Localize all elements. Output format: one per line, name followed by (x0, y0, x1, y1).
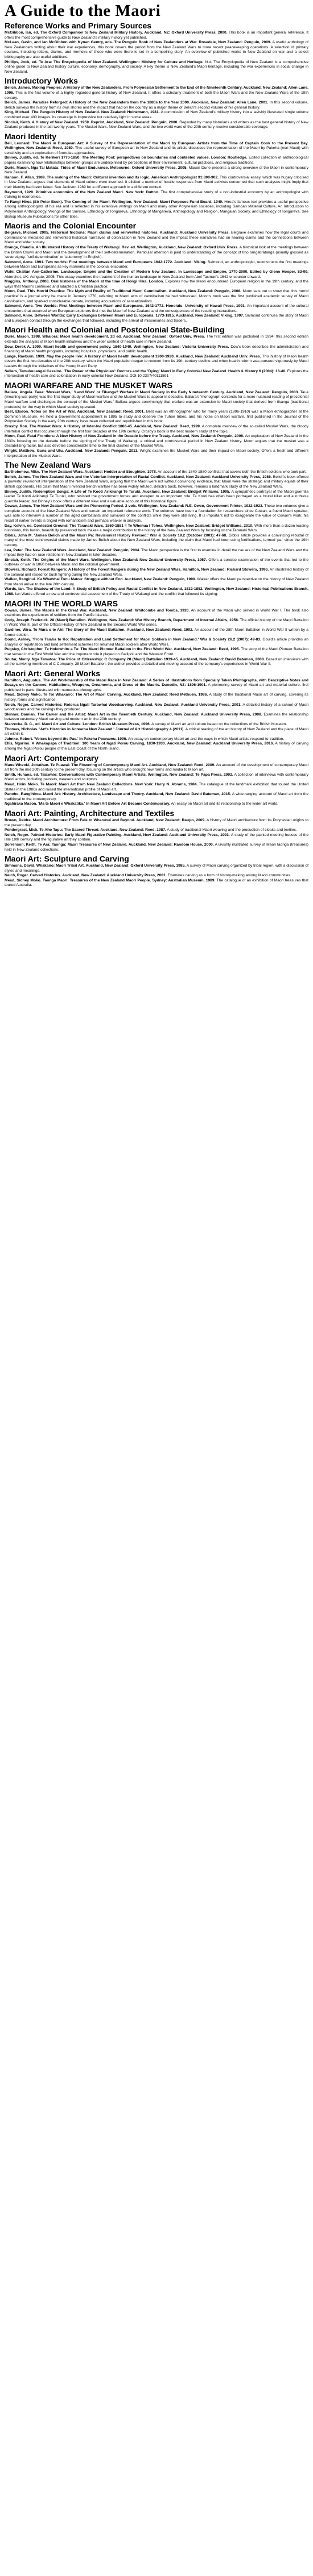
entry-citation: King, Michael. The Penguin History of New Zealand. New Zealand: Heinemann, 1981. (5, 110, 160, 115)
entry-annotation: A pioneering survey of Maori art and material culture, first published in parts, illustrated with numerous photographs. (5, 683, 308, 692)
bibliography-entry (5, 200, 308, 219)
document-title: A Guide to the Maori (5, 2, 161, 20)
entry-annotation: The Maori perspective is the first to examine in detail the causes of the New Zealand Wars and the impact they had on race relations in New Zealand in later decades. (5, 548, 308, 557)
entry-annotation: The official history of the Maori Battalion in World War II, part of the Official History of New Zealand in the Second World War series. (5, 618, 308, 627)
entry-citation: Sellers, Temuleulangai Cassino. 'The Power of the Physician': Doctors and the 'Dying' Maori in Early Colonial New Zealand. Health & History 6 (2004): 13-40. (5, 369, 286, 373)
bibliography-entry (5, 818, 308, 828)
entry-citation: Walker, Ranginui. Ka Whawhai Tonu Matou: Struggle without End. Auckland, New Zealand: Penguin, 1990. (5, 577, 196, 582)
entry-citation: Sinclair, Keith. A History of New Zealand. 1959. Reprint, Auckland, New Zealand: Penguin, 2000. (5, 120, 179, 124)
entry-citation: Gardiner, Wira. Te Mura o te Ahi: The Story of the Maori Battalion. Auckland, New Zealand: Reed, 1992. (5, 627, 193, 632)
bibliography-entry (5, 40, 308, 60)
entry-annotation: A history of carving among the Ngati Porou people of the East Coast of the North Island. (5, 742, 308, 751)
bibliography-entry (5, 245, 308, 260)
entry-annotation: A study of traditional Maori weaving and the production of cloaks and textiles. (167, 828, 297, 833)
entry-citation: Belich, James. Making Peoples: A History of the New Zealanders, From Polynesian Settlement to the End of the Nineteenth Century. Auckland, New Zealand: Allen Lane, 1996. (5, 86, 308, 95)
entry-citation: Mead, Sidney Moko. Te Toi Whakairo: The Art of Maori Carving. Auckland, New Zealand: Reed Methuen, 1986. (5, 693, 208, 697)
entry-annotation: An essay on contemporary Maori art and the ways in which Maori artists respond to tradition. (127, 736, 285, 741)
bibliography-section (5, 854, 308, 888)
bibliography-entry (5, 548, 308, 558)
bibliography-entry (5, 60, 308, 75)
entry-citation: Ballara, Angela. Taua: 'Musket Wars,' 'Land Wars' or Tikanga? Warfare in Maori Society in the Early Nineteenth Century. Auckland, New Zealand: Penguin, 2003. (5, 390, 299, 394)
bibliography-entry (5, 763, 308, 773)
entry-citation: Neich, Roger. Carved Histories: Rotorua Ngati Tarawhai Woodcarving. Auckland, New Zealand: Auckland University Press, 2001. (5, 702, 242, 707)
entry-annotation: N.d. The Encyclopedia of New Zealand is a comprehensive online guide to New Zealand history culture, economy, demography, and society. A key theme is New Zealand's Maori heritage, including the war experiences in social change in New Zealand. (5, 60, 308, 74)
entry-citation: Dow, Derek A. 1999. Maori health and government policy, 1840-1940. Wellington, New Zealand: Victoria University Press. (5, 344, 229, 349)
entry-annotation: A useful anthology of New Zealanders writing about their war experiences, this book covers the period from the New Zealand Wars to more recent peacekeeping operations. A selection of primary sources, including letters, diaries, and memoirs of those who were there is set in a compelling story. An overview of published works in New Zealand on war and a select bibliography are also useful additions. (5, 40, 308, 59)
entry-citation: Starzecka, D. C., ed. Maori Art and Culture. London: British Museum Press, 1996. (5, 722, 151, 727)
entry-annotation: Aldershot, UK: Ashgate, 2005. This essay examines the treatment of the human landscape in New Zealand from Abel Tasman's 1642 encounter onward. (5, 274, 261, 279)
bibliography-section (5, 460, 308, 597)
bibliography-entry (5, 534, 308, 548)
bibliography-entry (5, 879, 308, 888)
entry-citation: Binney, Judith. Redemption Songs: A Life of Te Kooti Arikirangi Te Turuki. Auckland, New Zealand: Bridget Williams, 1995. (5, 489, 230, 494)
bibliography-entry (5, 679, 308, 693)
entry-annotation: Belgrave examines how the legal courts and commissions mediated and reinvented historical narratives of colonization in New Zealand and the impact these narratives had on healing claims and the connections between Maori and wider society. (5, 231, 309, 245)
bibliography-section (5, 325, 308, 378)
entry-annotation: Best was an ethnographer who for many years (1896-1910) was a Maori ethnographer at the Dominion Museum. He held a Government appointment in 1895 to study and observe the Tuhoe tribes, and his notes on Maori warfare, first published in the Journal of the Polynesian Society in the early 20th century, have been collected and republished in this book. (5, 410, 309, 424)
entry-annotation: Belich's book offered a powerful revisionist interpretation of the New Zealand Wars, arguing that the Maori were not without convincing evidence, that Maori were the strategic and military equals of their British opponents. His claim that Maori invented trench warfare has been widely refuted. Belich's book, however, remains a landmark study of the New Zealand Wars. (5, 475, 308, 489)
entry-annotation: Moon sets out to show that 'this horrid practice' is a journal entry he made in January 1770, referring to Maori acts of cannibalism he had witnessed. Moon's book was the first published academic survey of Maori cannibalism, and sparked considerable debate, including accusations of sensationalism. (5, 289, 309, 303)
entry-annotation: These two volumes give a complete account of the New Zealand Wars and remain an important reference work. The volumes have been a foundation for researchers since Cowan, a fluent Maori speaker, was able to interview a number of the aged combatants and survivors of the conflicts while they were still living. It is important not to exaggerate the value of Cowan's work; his recall of earlier events is tinged with romanticism and perhaps weaker in analysis. (5, 504, 308, 523)
bibliography-entry (5, 289, 308, 304)
entry-annotation: An essay on Maori art and its relationship to the wider art world. (171, 802, 278, 806)
bibliography-entry (5, 703, 308, 713)
entry-citation: Bartholomew, Mike. The New Zealand Wars. Auckland: Hodder and Stoughton, 1978. (5, 470, 157, 475)
entry-citation: Durie, Mason. 1998. Whaiora: Maori health development. 2d ed. Auckland, New Zealand: Oxford Univ. Press. (5, 335, 205, 339)
entry-citation: Phillips, Jock, ed. Te Ara: The Encyclopedia of New Zealand. Wellington: Ministry for Culture and Heritage. (5, 60, 204, 64)
entry-annotation: Explores how the Maori encountered European religion in the 19th century, and the ways that Maori's continued and adapted a Christian practice. (5, 280, 308, 289)
bibliography-entry (5, 434, 308, 449)
bibliography-entry (5, 693, 308, 702)
entry-citation: Stowers, Richard. Forest Rangers: A History of the Forest Rangers during the New Zealand Wars. Hamilton, New Zealand: Richard Stowers, 1996. (5, 568, 269, 572)
entry-citation: Cowan, James. The New Zealand Wars and the Pioneering Period. 2 vols. Wellington, New Zealand: R.E. Owen, Government Printer, 1922-1923. (5, 504, 263, 509)
entry-citation: Belich, James. The New Zealand Wars and the Victorian Interpretation of Racial Conflict. Auckland, New Zealand: Auckland University Press, 1986. (5, 475, 272, 479)
bibliography-section (5, 599, 308, 667)
bibliography-entry (5, 410, 308, 425)
entry-citation: Mead, Hirini Moko. Te Maori: Maori Art from New Zealand Collections. New York: Harry N. Abrams, 1984. (5, 782, 198, 786)
entry-annotation: Hiroa's famous text provides a useful perspective among anthropologists of his era and is reflected in his extensive writings on Maori and many other Polynesian societies, including Samoan Material Culture, An Introduction to Polynesian Anthropology, Vikings of the Sunrise, Ethnology of Tongareva, Ethnology of Mangareva, Anthropology and Religion, Mangaian Society, and Ethnology of Tongareva. See Bishop Museum Publications for other titles. (5, 199, 308, 219)
bibliography-entry (5, 802, 308, 807)
entry-citation: Mead, Sidney Moko. Taonga Maori: Treasures of the New Zealand Maori People. Sydney: Australian Museum, 1989. (5, 878, 216, 883)
bibliography-entry (5, 524, 308, 534)
bibliography-entry (5, 314, 308, 323)
bibliography-entry (5, 587, 308, 597)
entry-annotation: The catalogue of the landmark exhibition that toured the United States in the 1980s and raised the international profile of Maori art. (5, 782, 308, 792)
entry-annotation: The catalogue of an exhibition of Maori treasures that toured Australia. (5, 878, 308, 888)
entry-annotation: Salmond continues the story of Maori and European contact through the exchanges that followed, including the arrival of missionaries and traders. (5, 314, 308, 323)
bibliography-entry (5, 737, 308, 742)
entry-annotation: Based on interviews with all the surviving members of C Company, 28 Maori Battalion, the author provides a detailed and moving account of the company's experiences in World War II. (5, 657, 308, 667)
bibliography-section (5, 21, 308, 74)
section-heading: Maoris and the Colonial Encounter (5, 221, 137, 231)
section-heading: Maori Art: Sculpture and Carving (5, 854, 129, 864)
entry-citation: Wards, Ian. The Shadow of the Land: A Study of British Policy and Racial Conflict in New Zealand, 1832-1852. Wellington, New Zealand: Historical Publications Branch, 1968. (5, 587, 308, 596)
entry-citation: Salmond, Anne. 1991. Two worlds: First meetings between Maori and Europeans 1642-1772. Auckland: Viking. (5, 260, 207, 264)
entry-annotation: A survey of Maori art and culture based on the collections of the British Museum. (151, 722, 287, 727)
bibliography-entry (5, 773, 308, 783)
entry-annotation: Walker offers the Maori perspective on the history of New Zealand from Maori arrival to the late 20th century. (5, 577, 309, 586)
entry-annotation: With more than a dozen leading historians, this lavish, beautifully presented book makes a major contribution to the history of the New Zealand Wars by focusing on the Taranaki Wars. (5, 523, 308, 533)
bibliography-entry (5, 470, 308, 475)
entry-annotation: Gibb's article provides a convincing rebuttal of many of the most controversial claims made by James Belich about the New Zealand Wars, including the claim that Maori had been using fortifications, termed 'pa,' since the 19th century. (5, 533, 309, 548)
entry-annotation: An illustrated history of the colonial unit raised for bush fighting during the New Zealand Wars. (5, 568, 308, 577)
entry-annotation: Examines the relationship between customary Maori carving and modern art in the 20th century. (5, 712, 308, 722)
entry-annotation: Offers a concise examination of the events that led to the outbreak of war in 1860 between Maori and the colonial government. (5, 557, 308, 567)
section-heading: Reference Works and Primary Sources (5, 21, 152, 30)
bibliography-entry (5, 355, 308, 369)
bibliography-entry (5, 86, 308, 101)
bibliography-entry (5, 490, 308, 505)
entry-citation: Binney, Judith, ed. Te Kerikeri 1770-1850: The Meeting Pool: perspectives on boundaries and contested values. London: Routledge. (5, 156, 248, 160)
section-heading: Maori Identity (5, 131, 57, 141)
entry-annotation: A critical reading of the art history of New Zealand and the place of Maori art within it. (5, 727, 308, 736)
entry-citation: Panoho, Rangihiroa. Maori Art: History, Architecture, Landscape and Theory. Auckland, New Zealand: David Bateman, 2015. (5, 792, 231, 797)
entry-annotation: This is the first volume of a highly regarded general history of New Zealand. It offers a scholarly treatment of both the Maori Wars and the New Zealand Wars of the 19th century. (5, 90, 308, 100)
entry-citation: Cowan, James. The Maoris in the Great War. Auckland, New Zealand: Whitcombe and Tombs, 1926. (5, 608, 190, 613)
bibliography-entry (5, 110, 308, 120)
entry-annotation: A historical look at the meetings between the British Crown and Maori and the development of their self-determination. Particular attention is paid to understanding of the concept of tino rangatiratanga (usually glossed as 'sovereignty,' 'self-determination' or 'autonomy' in English). (5, 245, 309, 260)
entry-citation: Salmond, Anne. Two Worlds: First Meetings between Maori and Europeans, 1642-1772. Honolulu: University of Hawaii Press, 1991. (5, 304, 246, 309)
entry-citation: Day, Kelvin, ed. Contested Ground: The Taranaki Wars, 1860-1881 = Te Whenua I Tohea. Wellington, New Zealand: Bridget Williams, 2010. (5, 523, 253, 528)
entry-citation: McGibbon, Ian, ed. The Oxford Companion to New Zealand Military History. Auckland, NZ: Oxford University Press, 2000. (5, 31, 228, 35)
entry-annotation: A lavishly illustrated survey of Maori taonga (treasures) held in New Zealand collections. (5, 842, 308, 852)
entry-annotation: An important account of the cultural encounters that occurred when European explorers first met the Maori of New Zealand and the consequences of the resulting interactions. (5, 304, 309, 313)
entry-annotation: A study of the painted meeting houses of the late 19th century and the figurative art they contain. (5, 833, 308, 842)
bibliography-section (5, 809, 308, 852)
section-heading: Maori Health and Colonial and Postcolonial State-Building (5, 325, 225, 335)
entry-annotation: A detailed history of a school of Maori woodcarvers and the carvings they produced. (5, 702, 309, 712)
bibliography-page (0, 0, 313, 892)
entry-annotation: This history of Maori health covers the first two decades of the 20th century, when the Maori population began to recover from its 19th-century decline and when health reform was pursued vigorously by Maori leaders through the initiatives of the Young Maori Party. (5, 354, 308, 369)
bibliography-entry (5, 335, 308, 344)
bibliography-entry (5, 558, 308, 568)
entry-citation: Neich, Roger. Carved Histories. Auckland, New Zealand: Auckland University Press, 2001. (5, 873, 167, 878)
entry-citation: McLean, Gavin, and Ian McGibbon with Kynan Gentry, eds. The Penguin Book of New Zealanders at War. Rosedale, New Zealand: Penguin, 2009. (5, 40, 271, 45)
section-heading: The New Zealand Wars (5, 460, 91, 470)
bibliography-entry (5, 345, 308, 355)
entry-annotation: Ian Wards offered a new and controversial assessment of the Treaty of Waitangi and the conflict that followed its signing. (15, 592, 219, 596)
entry-annotation: A commission of New Zealand's military history into a lavishly illustrated single volume combined over 400 images, its coverage is impressive but relatively light in some areas. (5, 110, 308, 119)
entry-annotation: An account of the 28th Maori Battalion in World War II written by a former soldier. (5, 627, 308, 637)
bibliography-entry (5, 657, 308, 667)
entry-citation: Hanson, F. Allan. 1989. The making of the Maori: Cultural invention and its logic. American Anthropologist 91:890-902. (5, 175, 219, 180)
entry-citation: Muggins, Anthony. 2008. Oral histories of the Maori at the time of Hongi Hika. London. (5, 280, 164, 284)
entry-citation: Salmond, Anne. Between Worlds: Early Exchanges between Maori and Europeans, 1773-1815. Auckland, New Zealand: Viking, 1997. (5, 314, 244, 318)
entry-annotation: A sympathetic portrayal of the Maori guerrilla leader Te Kooti Arikirangi Te Turuki, who resisted the government forces and escaped to an important role. Te Kooti has often been portrayed as a brutal killer and a ruthless guerrilla leader, but Binney's book offers a different view and a valuable account of this historical figure. (5, 489, 309, 503)
entry-annotation: Gould's article provides an analysis of repatriation and land settlement schemes for returned Maori soldiers after World War I. (5, 638, 308, 647)
entry-citation: Sinclair, Keith. The Origins of the Maori Wars. Wellington, New Zealand: New Zealand University Press, 1957. (5, 557, 207, 562)
bibliography-entry (5, 742, 308, 751)
entry-annotation: A survey of Maori carving organized by tribal region, with a discussion of styles and meanings. (5, 864, 308, 873)
entry-citation: Moon, Paul. This Horrid Practice: The Myth and Reality of Traditional Maori Cannibalism. Auckland, New Zealand: Penguin, 2008. (5, 289, 242, 294)
bibliography-entry (5, 156, 308, 165)
bibliography-section (5, 132, 308, 220)
entry-citation: Te Rangi Hiroa (Sir Peter Buck). The Coming of the Maori. Wellington, New Zealand: Maori Purposes Fund Board, 1949. (5, 199, 224, 204)
entry-citation: Jahnke, Robert. 'Voices beyond the Pae.' In Pakeha Pounamu, 1996. (5, 736, 127, 741)
entry-citation: Orange, Claudia. An Illustrated History of the Treaty of Waitangi. Rev. ed. Wellington, Auckland, New Zealand: Oxford Univ. Press. (5, 245, 239, 249)
bibliography-section (5, 669, 308, 752)
entry-annotation: The story of the Maori Pioneer Battalion that served in the First World War and the important role it played on Gallipoli and the Western Front. (5, 647, 308, 656)
entry-citation: Moon, Paul. Fatal Frontiers: A New History of New Zealand in the Decade before the Treaty. Auckland, New Zealand: Penguin, 2006. (5, 434, 244, 439)
section-heading: Maori Art: Contemporary (5, 753, 99, 763)
bibliography-entry (5, 369, 308, 379)
bibliography-entry (5, 864, 308, 873)
bibliography-entry (5, 628, 308, 638)
entry-citation: Best, Elsdon. Notes on the Art of War. Auckland, New Zealand: Reed, 2001. (5, 410, 145, 414)
entry-citation: Gould, Ashley. 'From Taiaha to Ko: Repatriation and Land Settlement for Maori Soldiers in New Zealand.' War & Society 26.2 (2007): 49-83. (5, 638, 261, 642)
bibliography-entry (5, 618, 308, 628)
bibliography-entry (5, 638, 308, 647)
bibliography-entry (5, 568, 308, 577)
bibliography-entry (5, 449, 308, 459)
bibliography-entry (5, 722, 308, 727)
entry-annotation: Explores the intersection of health care and colonization in early colonial New Zealand. DOI:10.2307/40111591 (5, 369, 308, 378)
sections-container (5, 21, 308, 888)
bibliography-entry (5, 260, 308, 270)
bibliography-section (5, 381, 308, 459)
entry-annotation: An account of the Maori who served in World War I. The book also examines the experiences of soldiers from the Pacific Islands. (5, 608, 309, 618)
bibliography-entry (5, 425, 308, 434)
entry-annotation: A complete overview of the so-called Musket Wars, the bloody intertribal conflict that occurred through the first four decades of the 19th century. Crosby's book is the best modern study of the topic. (5, 424, 308, 434)
bibliography-entry (5, 828, 308, 833)
bibliography-entry (5, 304, 308, 314)
entry-citation: Lange, Raeburn. 1999. May the people live: A history of Maori health development 1900-1920. Auckland, New Zealand: Auckland Univ. Press. (5, 354, 261, 359)
entry-annotation: Dow's book describes the administration and financing of Maori health programs, including hospitals, physicians, and public health. (5, 344, 309, 354)
bibliography-section (5, 76, 308, 130)
entry-citation: Neich, Roger. Painted Histories: Early Maori Figurative Painting. Auckland, New Zealand: Auckland University Press, 1993. (5, 833, 230, 837)
entry-citation: Brown, Deidre. Maori Architecture: From Fale to Wharenui and Beyond. Auckland, New Zealand: Raupo, 2009. (5, 818, 206, 822)
bibliography-entry (5, 577, 308, 587)
bibliography-entry (5, 609, 308, 618)
bibliography-entry (5, 31, 308, 40)
entry-annotation: This useful survey of European art in New Zealand and its artists discusses the representation of the Maori by Pakeha (non-Maori) with sensitivity and an exploration of formulas approaches. (5, 146, 308, 155)
bibliography-section (5, 221, 308, 323)
entry-citation: Belich, James. Paradise Reforged: A History of the New Zealanders from the 1880s to the Year 2000. Auckland, New Zealand: Allen Lane, 2001. (5, 101, 269, 105)
entry-annotation: This book is an important general reference. It offers the most comprehensive guide to New Zealand's military history yet published. (5, 31, 309, 40)
bibliography-entry (5, 176, 308, 190)
section-heading: MAORI IN THE WORLD WARS (5, 598, 118, 608)
entry-annotation: An account of the development of contemporary Maori art from the mid 20th century to the present day, focusing on the artists who brought new forms and media to Maori art. (5, 763, 309, 772)
bibliography-entry (5, 727, 308, 737)
entry-annotation: Examines carving as a form of history-making among Maori communities. (167, 873, 291, 878)
section-heading: Maori Art: General Works (5, 668, 101, 678)
bibliography-entry (5, 142, 308, 156)
bibliography-entry (5, 833, 308, 843)
bibliography-entry (5, 504, 308, 523)
bibliography-entry (5, 280, 308, 289)
entry-annotation: A study of the traditional Maori art of carving, covering its history, forms and significance. (5, 693, 308, 702)
entry-citation: Cody, Joseph Frederick. 28 (Maori) Battalion. Wellington, New Zealand: War History Branch, Department of Internal Affairs, 1956. (5, 618, 239, 622)
entry-citation: Ngahiraka Mason. 'Ma te Maori e Whakatika.' In Maori Art Before Art Became Contemporary. (5, 802, 170, 806)
entry-annotation: The first comprehensive study of a non-industrial economy by an anthropologist with training in economics. (5, 190, 308, 199)
entry-annotation: Salmond, an anthropologist, reconstructs the first meetings between Maori and Europeans as key moments in the colonial encounter. (5, 260, 308, 269)
entry-annotation: A history of Maori architecture from its Polynesian origins to the present day. (5, 818, 308, 827)
entry-annotation: The first edition was published in 1994; this second edition extends the analysis of Maori health initiatives and the wider context of health care in New Zealand. (5, 335, 308, 344)
bibliography-entry (5, 190, 308, 200)
bibliography-entry (5, 843, 308, 852)
bibliography-entry (5, 873, 308, 879)
entry-citation: Wahl, Chaltun Ann-Catherine. Landscape, Empire and the Creation of Modern New Zealand. In Landscape and Empire, 1770-2000. Edited by Glenn Hooper, 83-99. (5, 269, 308, 274)
entry-citation: Ellis, Ngarino. A Whakapapa of Tradition: 100 Years of Ngati Porou Carving, 1830-1930. Auckland, New Zealand: Auckland University Press, 2016. (5, 742, 274, 746)
entry-annotation: An exploration of New Zealand in the 1830s focusing on the decade before the signing of the Treaty of Waitangi, a critical and controversial period in New Zealand history. Moon argues that the musket was a destabilizing factor, but also devotes considerable time to the final clashes of the Musket Wars. (5, 434, 309, 448)
bibliography-entry (5, 647, 308, 657)
entry-citation: Lea, Peter. The New Zealand Wars. Auckland, New Zealand: Penguin, 2004. (5, 548, 141, 552)
entry-citation: Raymond, 1929. Primitive economics of the New Zealand Maori. New York: Dutton. (5, 190, 159, 194)
entry-annotation: Regarded by many historians and writers as the best general history of New Zealand produced in the last twenty years. The Musket Wars, New Zealand Wars, and the two world wars of the 20th century receive considerable coverage. (5, 120, 309, 130)
entry-annotation: In this second volume, Belich surveys the history from its own shores and the impact that had on the country as a major theme of Belich's second volume of his general history. (5, 101, 308, 110)
bibliography-entry (5, 120, 308, 130)
entry-citation: Mane-Wheoki, Jonathan. Te Puawai: The Flowering of Contemporary Maori Art. Auckland, New Zealand: Reed, 2009. (5, 763, 216, 767)
bibliography-entry (5, 713, 308, 722)
bibliography-entry (5, 231, 308, 245)
entry-annotation: Wright examines the Musket Wars and their impact on Maori society. Offers a fresh and different interpretation of the Musket Wars. (5, 448, 309, 458)
bibliography-entry (5, 270, 308, 280)
entry-annotation: This controversial essay, which was hugely criticised in New Zealand, argues that elements of Maori culture were invented. It elicited a number of hostile responses from Maori activists concerned that such analyses might imply that their identity had been faked. See Jackson 1989 for a different approach in a different context. (5, 175, 309, 190)
entry-citation: Belgrave, Michael. 2005. Historical frictions: Maori claims and reinvented histories. Auckland: Auckland University Press. (5, 231, 230, 235)
entry-annotation: A wide-ranging account of Maori art from the traditional to the contemporary. (5, 792, 308, 801)
entry-citation: Pendergrast, Mick. Te Aho Tapu: The Sacred Thread. Auckland, New Zealand: Reed, 1987. (5, 828, 166, 833)
bibliography-entry (5, 101, 308, 110)
bibliography-entry (5, 475, 308, 490)
entry-citation: Thomas, Nicholas. 'Art's Histories in Aotearoa New Zealand.' Journal of Art Historiography 4 (2011). (5, 727, 185, 731)
entry-citation: Wright, Matthew. Guns and Utu. Auckland, New Zealand: Penguin, 2011. (5, 448, 138, 453)
entry-annotation: Taua (meaning war party) was the first major study of Maori warfare and the Musket Wars to appear in decades. Ballara's 'monograph contends for a more nuanced reading of precolonial Maori warfare and challenges the concept of the Musket Wars.' Ballara argues convincingly that warfare was an extension to Maori society that derived from tikanga (traditional protocols) for the way in which Maori society operated. (5, 390, 308, 409)
entry-citation: Crosby, Ron. The Musket Wars: A History of Inter-Iwi Conflict 1806-45. Auckland, New Zealand: Reed, 1999. (5, 424, 201, 428)
entry-citation: Sorrenson, Keith. Te Ara: Taonga: Maori Treasures of New Zealand. Auckland, New Zealand: Random House, 2000. (5, 842, 214, 847)
entry-citation: Pugsley, Christopher. Te Hokowhitu a Tu: The Maori Pioneer Battalion in the First World War. Auckland, New Zealand: Reed, 1995. (5, 647, 240, 652)
section-heading: Maori Art: Painting, Architecture and Textiles (5, 808, 175, 818)
section-heading: Introductory Works (5, 76, 78, 86)
entry-citation: Hamilton, Augustus. The Art Workmanship of the Maori Race in New Zealand: A Series of Illustrations from Specially Taken Photographs, with Descriptive Notes and Essays on the Canoes, Habitations, Weapons, Ornaments, and Dress of the Maoris. Dunedin, NZ: 1896-1901. (5, 678, 308, 688)
entry-annotation: Mason Durie presents a strong overview of the Maori in contemporary New Zealand. (5, 165, 308, 175)
entry-annotation: Edited collection of anthropological papers examining how relationships between groups are underpinned by perceptions of their environment, cultural practices, and religious traditions. (5, 156, 309, 165)
bibliography-entry (5, 390, 308, 410)
entry-citation: Skinner, Damian. The Carver and the Artist: Maori Art in the Twentieth Century. Auckland, New Zealand: Auckland University Press, 2008. (5, 712, 262, 717)
entry-citation: Gibbs, John M. 'James Belich and the Maori Pa: Revisionist History Revised.' War & Society 19.2 (October 2001): 47-68. (5, 533, 227, 538)
entry-citation: Soutar, Monty. Nga Tamatoa: The Price of Citizenship: C Company 28 (Maori) Battalion 1939-45. Auckland, New Zealand: David Bateman, 2008. (5, 657, 265, 661)
entry-citation: Simmons, David. Whakairo: Maori Tribal Art. Auckland, New Zealand: Oxford University Press, 1985. (5, 864, 186, 868)
bibliography-entry (5, 166, 308, 176)
bibliography-entry (5, 783, 308, 792)
entry-annotation: A collection of interviews with contemporary Maori artists, including painters, weavers and sculptors. (5, 772, 308, 782)
bibliography-section (5, 754, 308, 807)
section-heading: MAORI WARFARE AND THE MUSKET WARS (5, 380, 173, 390)
entry-annotation: An account of the 1840-1880 conflicts that covers both the British soldiers who took part. (158, 470, 307, 475)
bibliography-entry (5, 792, 308, 802)
entry-citation: Durie, Mason. Nga Tai Matatu: Tides of Maori Endurance. Melbourne: Oxford University Press, 2005. (5, 165, 188, 170)
entry-citation: Bell, Leonard. The Maori in European Art: A Survey of the Representation of the Maori by European Artists from the Time of Captain Cook to the Present Day. Wellington, New Zealand: Reed, 1980. (5, 141, 308, 151)
entry-citation: Smith, Huhana, ed. Taiawhio: Conversations with Contemporary Maori Artists. Wellington, New Zealand: Te Papa Press, 2002. (5, 772, 233, 777)
